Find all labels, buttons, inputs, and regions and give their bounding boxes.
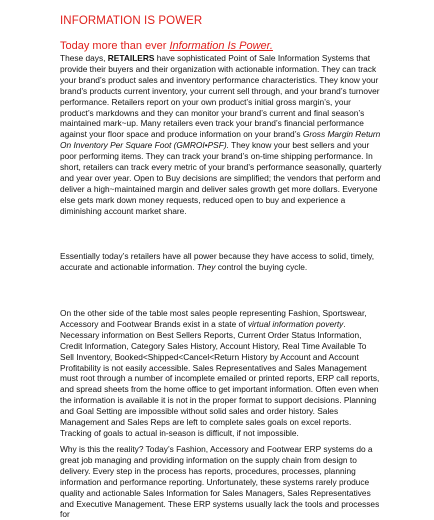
text-run: On the other side of the table most sales people representing Fashion, Sportswear, Accessory and Footwear Brands exist in a state of bbox=[60, 308, 367, 329]
page-title: INFORMATION IS POWER bbox=[60, 15, 203, 27]
text-run: virtual information poverty bbox=[247, 318, 344, 329]
paragraph-retailers bbox=[60, 53, 382, 217]
paragraph-why-reality bbox=[60, 444, 382, 520]
text-run: Essentially today’s retailers have all power because they have access to solid, timely, accurate and actionable information. bbox=[60, 251, 375, 272]
text-run: have sophisticated Point of Sale Information Systems that provide their buyers and their organization with actionable information. They can track your brand’s product sales and inventory performance characteristics. They know your brand’s products current inventory, your current sell through, and your brand’s turnover performance. Retailers report on your own product’s initial gross margin’s, your product’s markdowns and they can monitor your brand’s current and final season’s maintained mark~up. Many retailers even track your brand’s financial performance against your floor space and produce information on your brand’s bbox=[60, 53, 380, 140]
text-run: . Necessary information on Best Sellers Reports, Current Order Status Information, Credit Information, Category Sales History, Account History, Real Time Available To Sell Inventory, Booked<Shipped<Cancel<Return History by Account and Account Profitability is not easily accessible. Sales Representatives and Sales Management must root through a number of incomplete emailed or printed reports, ERP call reports, and spread sheets from the home office to get important information. Often even when the information is available it is not in the proper format to support decisions. Planning and Goal Setting are impossible without solid sales and order history. Sales Management and Sales Reps are left to complete sales goals on excel reports. Tracking of goals to actual in-season is difficult, if not impossible. bbox=[60, 318, 380, 438]
subheading-lead: Today more than ever bbox=[60, 40, 170, 52]
text-run: control the buying cycle. bbox=[215, 261, 308, 272]
paragraph-other-side bbox=[60, 308, 382, 439]
text-run: RETAILERS bbox=[107, 53, 155, 63]
text-run: These days, bbox=[60, 53, 108, 63]
subheading-emphasis: Information Is Power. bbox=[169, 40, 273, 52]
text-run: Gross Margin Return On Inventory Per Square Foot (GMROI•PSF). bbox=[60, 129, 381, 151]
subheading bbox=[60, 40, 273, 52]
text-run: They bbox=[196, 261, 216, 272]
paragraph-essentially bbox=[60, 251, 382, 273]
text-run: They know your best sellers and your poor performing items. They can track your brand’s on-time shipping performance. In short, retailers can track every metric of your brand’s performance seasonally, quarterly and year over year. Open to Buy decisions are simplified; the vendors that perform and deliver a high~maintained margin and deliver sales growth get more dollars. Everyone else gets mark down money requests, reduced open to buy and experience a diminishing account market share. bbox=[60, 140, 382, 216]
text-run: Why is this the reality? Today’s Fashion, Accessory and Footwear ERP systems do a great job managing and providing information on the supply chain from design to delivery. Every step in the process has reports, procedures, processes, planning information and performance reporting. Unfortunately, these systems rarely produce quality and actionable Sales Information for Sales Managers, Sales Representatives and Executive Management. These ERP systems usually lack the tools and processes for bbox=[60, 444, 380, 520]
